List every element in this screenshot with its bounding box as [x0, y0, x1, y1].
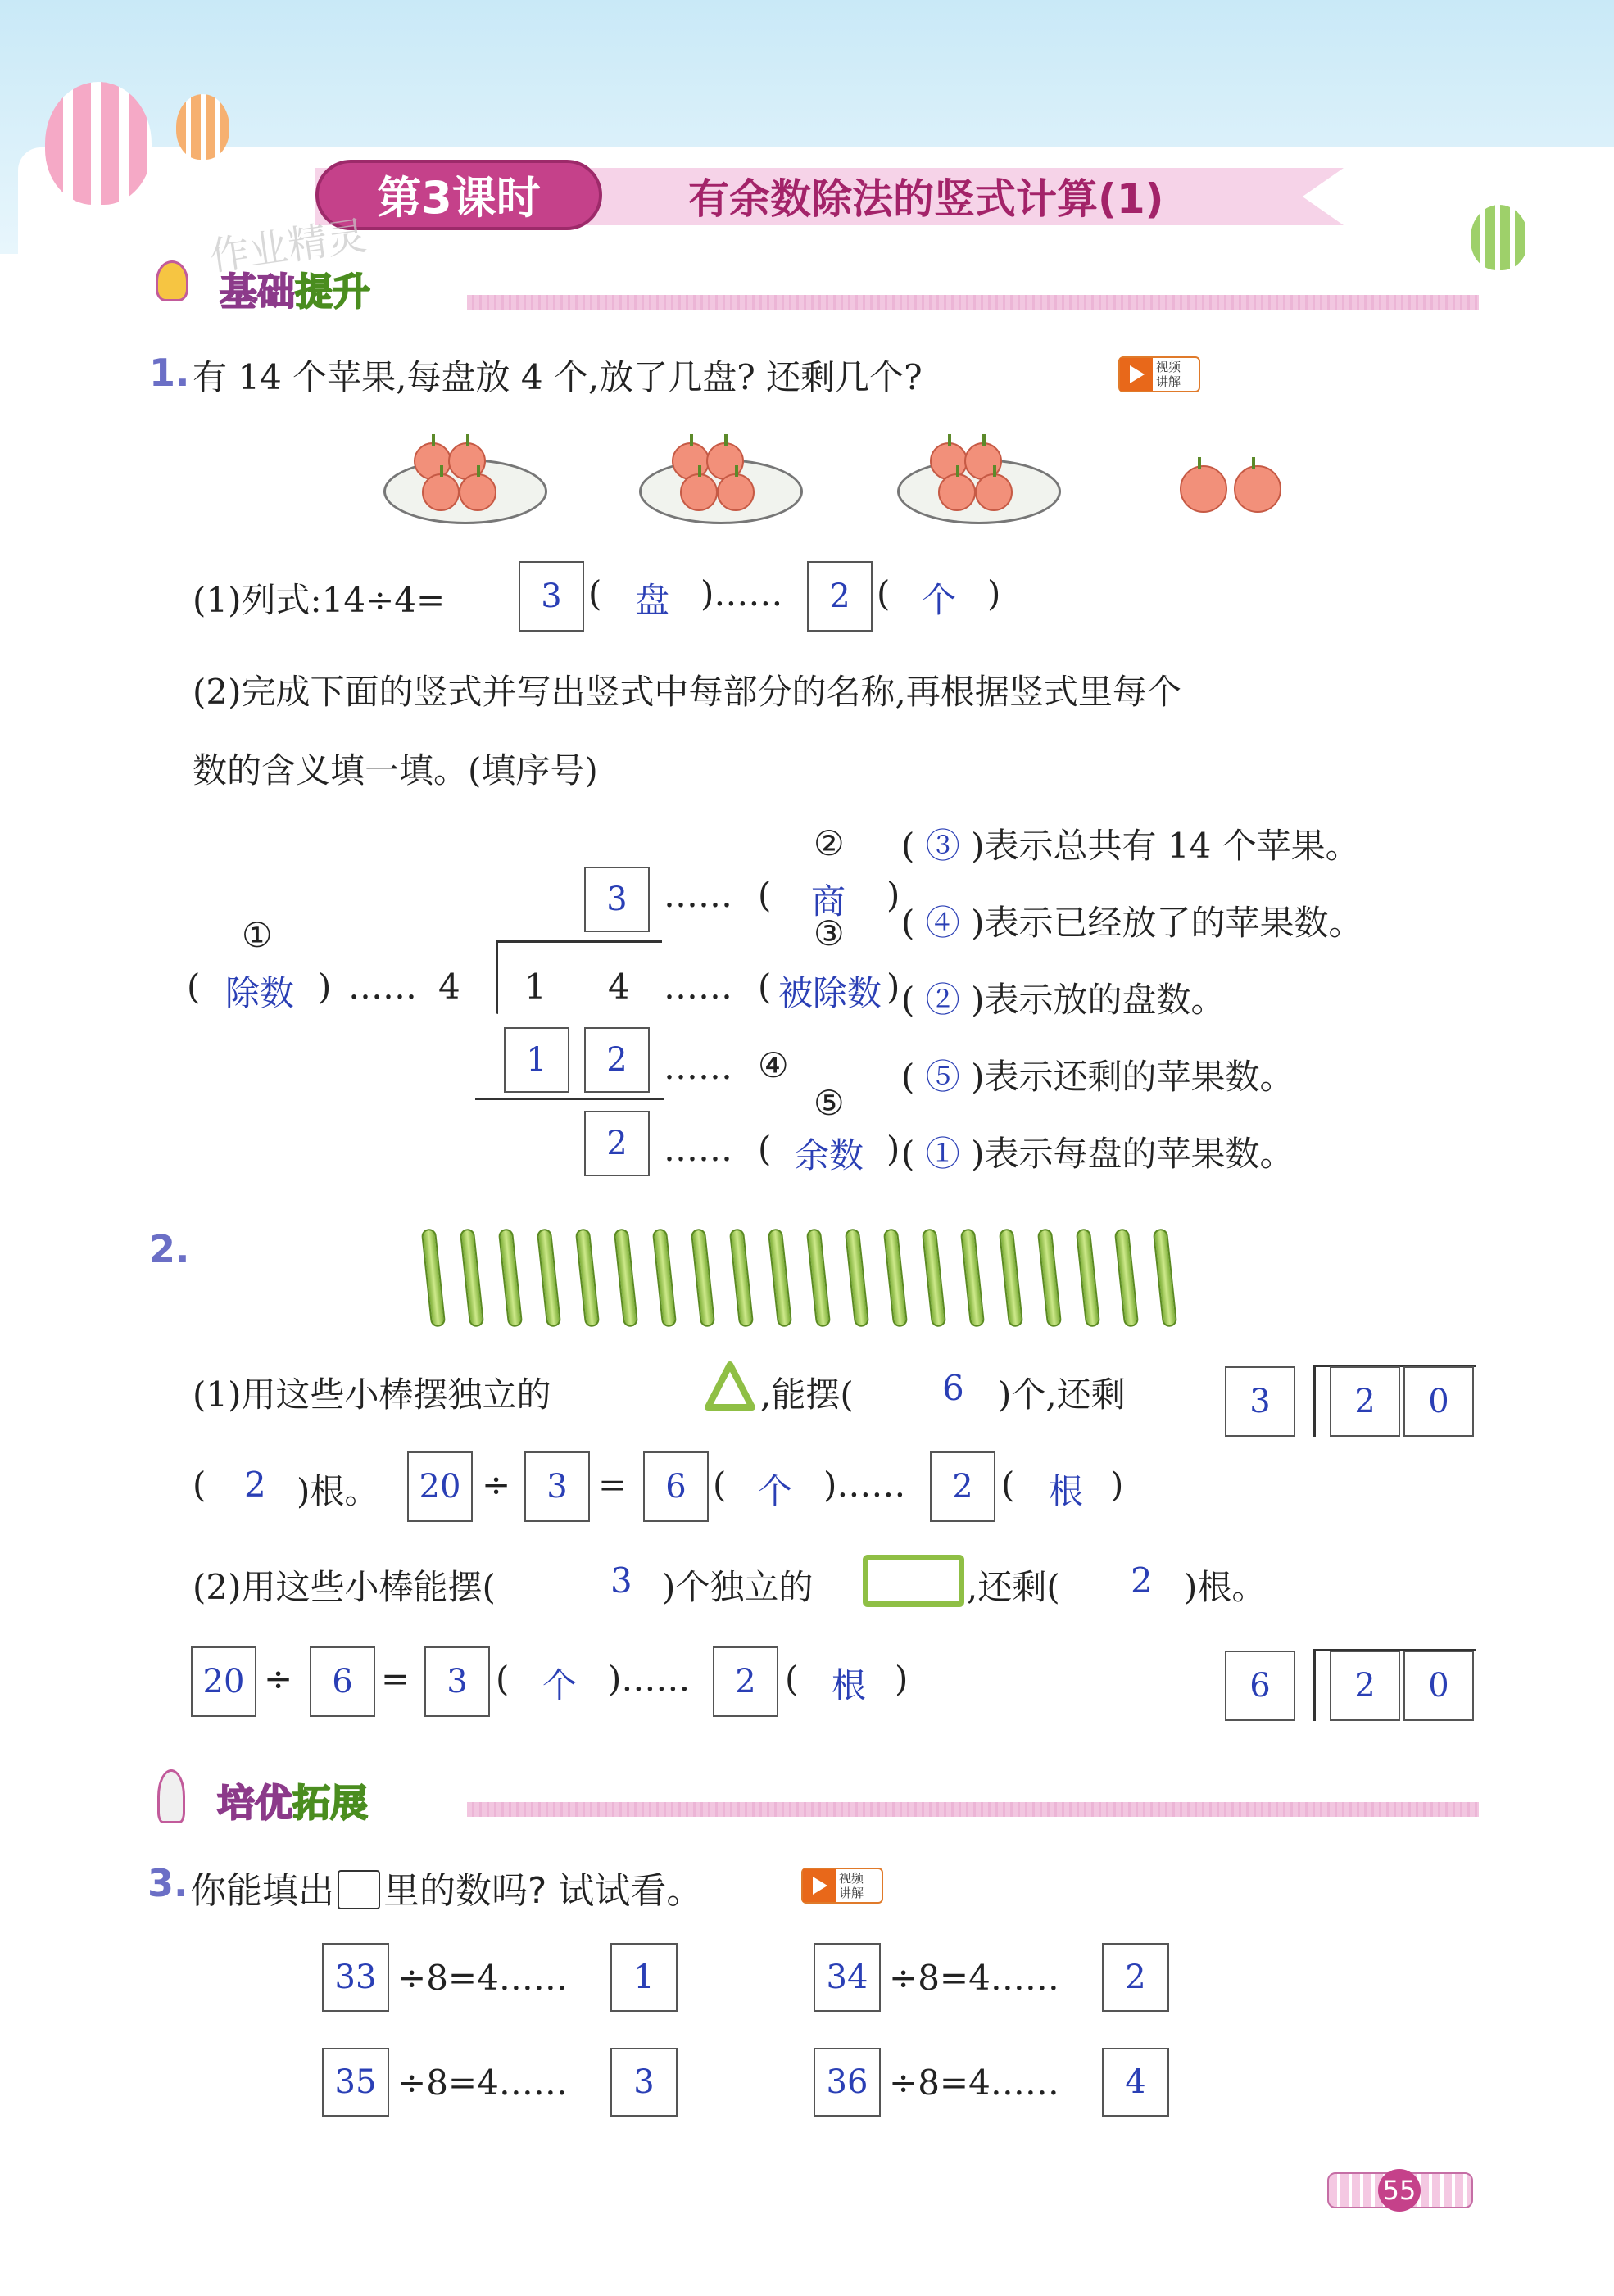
vertical-digit-box[interactable]: 2 — [1330, 1366, 1400, 1437]
video-lesson-button[interactable] — [1118, 356, 1200, 392]
q2-part1-text: ,能摆( — [760, 1374, 854, 1415]
stick-icon — [537, 1228, 561, 1327]
equation-box[interactable]: 6 — [643, 1451, 709, 1522]
quotient-mark: ② — [814, 823, 845, 863]
meaning-row: ( ③ )表示总共有 14 个苹果。 — [901, 826, 1360, 866]
apple-icon — [1180, 465, 1227, 513]
section-divider — [467, 1802, 1479, 1817]
meaning-text: )表示放的盘数。 — [971, 980, 1226, 1020]
watermark: 作业精灵 — [206, 212, 369, 281]
dots: …… — [348, 967, 417, 1007]
section-label-part: 基础 — [220, 269, 295, 314]
stick-icon — [883, 1228, 908, 1327]
paren: ( — [758, 1129, 772, 1169]
q3-stem-part: 你能填出 — [190, 1870, 334, 1912]
video-lesson-button[interactable] — [801, 1868, 883, 1904]
video-badge-line: 视频 — [1156, 360, 1181, 374]
remainder-name[interactable]: 余数 — [795, 1135, 864, 1175]
video-badge-line: 讲解 — [839, 1886, 864, 1900]
meaning-answer[interactable]: ① — [925, 1134, 960, 1174]
remainder-mark: ⑤ — [814, 1083, 845, 1123]
dots: …… — [664, 1047, 732, 1087]
video-badge-text — [839, 1871, 864, 1900]
paren: ( — [588, 573, 602, 614]
answer-value[interactable]: 3 — [610, 1560, 632, 1601]
answer-box[interactable]: 3 — [519, 561, 584, 632]
quotient-name[interactable]: 商 — [811, 881, 846, 922]
paren: ) — [886, 875, 900, 915]
remainder-box[interactable]: 2 — [584, 1111, 650, 1176]
paren: ( — [758, 875, 772, 915]
apple-icon — [975, 473, 1013, 511]
meaning-answer[interactable]: ② — [925, 980, 960, 1020]
paren: ( — [496, 1659, 510, 1699]
answer-box[interactable]: 2 — [807, 561, 873, 632]
section-divider — [467, 295, 1479, 310]
apple-icon — [938, 473, 976, 511]
dividend-name[interactable]: 被除数 — [778, 973, 882, 1013]
division-bracket-top — [498, 940, 662, 943]
q3-expression: ÷8=4…… — [889, 2063, 1059, 2103]
sticks-row — [426, 1229, 1213, 1331]
video-badge-line: 视频 — [839, 1871, 864, 1886]
q3-stem — [190, 1861, 702, 1913]
dividend-digit: 1 — [524, 967, 546, 1007]
apple-icon — [680, 473, 718, 511]
stick-icon — [922, 1228, 946, 1327]
section-label-highlight: 拓展 — [292, 1781, 368, 1825]
division-bracket-side — [496, 940, 498, 1014]
equation-box[interactable]: 20 — [407, 1451, 473, 1522]
paren: )根。 — [297, 1471, 379, 1511]
square-icon — [863, 1555, 964, 1607]
video-badge-line: 讲解 — [1156, 374, 1181, 389]
answer-unit[interactable]: 个 — [758, 1471, 793, 1511]
answer-unit[interactable]: 盘 — [635, 580, 670, 620]
q3-expression: ÷8=4…… — [397, 2063, 568, 2103]
stick-icon — [691, 1228, 715, 1327]
paren: ) — [987, 573, 1001, 614]
meaning-text: )表示还剩的苹果数。 — [971, 1057, 1294, 1097]
paren: ( — [187, 967, 201, 1007]
fill-box[interactable]: 36 — [814, 2048, 881, 2117]
answer-unit[interactable]: 根 — [1049, 1471, 1084, 1511]
vertical-divisor-box[interactable]: 3 — [1225, 1366, 1295, 1437]
balloon-icon — [45, 82, 152, 205]
section-label-highlight: 提升 — [295, 269, 370, 314]
fill-box[interactable]: 2 — [1102, 1943, 1169, 2012]
divisor-value: 4 — [438, 967, 460, 1007]
fill-box[interactable]: 1 — [610, 1943, 678, 2012]
section-label-advanced — [217, 1773, 368, 1827]
paren: ( — [758, 967, 772, 1007]
paren: )…… — [700, 573, 783, 614]
stick-icon — [768, 1228, 792, 1327]
lesson-tag: 第3课时 — [315, 160, 602, 230]
answer-unit[interactable]: 个 — [542, 1665, 578, 1705]
stick-icon — [614, 1228, 638, 1327]
paren: )…… — [608, 1659, 691, 1699]
meaning-answer[interactable]: ④ — [925, 903, 960, 943]
q2-part2-text: )根。 — [1184, 1567, 1267, 1607]
q1-part2-line2: 数的含义填一填。(填序号) — [193, 750, 598, 790]
dividend-mark: ③ — [814, 913, 845, 953]
product-box[interactable]: 2 — [584, 1027, 650, 1093]
balloon-icon — [1471, 205, 1528, 270]
paren: ) — [886, 967, 900, 1007]
stick-icon — [999, 1228, 1023, 1327]
divisor-mark: ① — [242, 915, 273, 955]
answer-value[interactable]: 6 — [942, 1368, 964, 1408]
divide-sign: ÷ — [264, 1659, 293, 1699]
q2-part2-text: (2)用这些小棒能摆( — [193, 1567, 496, 1607]
section-label-part: 培优 — [217, 1781, 292, 1825]
dots: …… — [664, 875, 732, 915]
stick-icon — [806, 1228, 831, 1327]
division-bracket-side — [1313, 1649, 1316, 1721]
meaning-answer[interactable]: ③ — [925, 826, 960, 866]
meaning-text: )表示总共有 14 个苹果。 — [971, 826, 1360, 866]
vertical-digit-box[interactable]: 2 — [1330, 1651, 1400, 1721]
equation-box[interactable]: 3 — [524, 1451, 590, 1522]
stick-icon — [460, 1228, 484, 1327]
apple-icon — [459, 473, 496, 511]
division-bracket-side — [1313, 1365, 1316, 1437]
q2-part2-text: )个独立的 — [662, 1567, 814, 1607]
paren: ( — [193, 1465, 206, 1505]
stick-icon — [652, 1228, 677, 1327]
meaning-row: ( ④ )表示已经放了的苹果数。 — [901, 903, 1363, 943]
blank-box-icon — [338, 1870, 380, 1909]
q3-expression: ÷8=4…… — [889, 1958, 1059, 1998]
equation-box[interactable]: 2 — [713, 1646, 778, 1717]
fill-box[interactable]: 3 — [610, 2048, 678, 2117]
equation-box[interactable]: 20 — [191, 1646, 256, 1717]
answer-unit[interactable]: 个 — [922, 580, 957, 620]
play-icon — [803, 1869, 836, 1902]
equals-sign: = — [598, 1465, 628, 1505]
q2-part1-text: )个,还剩 — [998, 1374, 1126, 1415]
q2-part2-text: ,还剩( — [967, 1567, 1060, 1607]
paren: ) — [895, 1659, 909, 1699]
lesson-title: 有余数除法的竖式计算(1) — [688, 175, 1164, 223]
divisor-name[interactable]: 除数 — [225, 973, 295, 1013]
meaning-text: )表示已经放了的苹果数。 — [971, 903, 1363, 943]
quotient-box[interactable]: 3 — [584, 867, 650, 932]
equation-box[interactable]: 6 — [310, 1646, 375, 1717]
paren: ( — [877, 573, 891, 614]
play-icon — [1120, 358, 1153, 391]
answer-unit[interactable]: 根 — [832, 1665, 867, 1705]
meaning-answer[interactable]: ⑤ — [925, 1057, 960, 1097]
section-label-basic — [220, 262, 370, 316]
stick-icon — [498, 1228, 523, 1327]
triangle-icon — [703, 1360, 757, 1414]
dividend-digit: 4 — [608, 967, 630, 1007]
stick-icon — [1114, 1228, 1139, 1327]
dots: …… — [664, 1129, 732, 1169]
stick-icon — [575, 1228, 600, 1327]
lightbulb-icon — [156, 260, 188, 301]
balloon-icon — [176, 94, 229, 160]
question-number: 1. — [149, 351, 190, 395]
stick-icon — [729, 1228, 754, 1327]
q1-part1-prefix: (1)列式:14÷4= — [193, 580, 446, 620]
stick-icon — [960, 1228, 985, 1327]
paren: ( — [785, 1659, 799, 1699]
fill-box[interactable]: 35 — [322, 2048, 389, 2117]
divide-sign: ÷ — [482, 1465, 511, 1505]
meaning-row: ( ① )表示每盘的苹果数。 — [901, 1134, 1294, 1174]
paren: ) — [886, 1129, 900, 1169]
meaning-text: )表示每盘的苹果数。 — [971, 1134, 1294, 1174]
apple-icon — [422, 473, 460, 511]
question-stem: 有 14 个苹果,每盘放 4 个,放了几盘? 还剩几个? — [193, 357, 923, 397]
stick-icon — [845, 1228, 869, 1327]
apple-icon — [717, 473, 755, 511]
rocket-icon — [157, 1769, 185, 1823]
fill-box[interactable]: 34 — [814, 1943, 881, 2012]
vertical-digit-box[interactable]: 0 — [1403, 1651, 1474, 1721]
stick-icon — [1037, 1228, 1062, 1327]
question-number: 2. — [149, 1227, 190, 1271]
q1-part2-line1: (2)完成下面的竖式并写出竖式中每部分的名称,再根据竖式里每个 — [193, 672, 1181, 712]
division-subtract-line — [475, 1098, 664, 1100]
product-box[interactable]: 1 — [504, 1027, 569, 1093]
meaning-row: ( ② )表示放的盘数。 — [901, 980, 1226, 1020]
question-number: 3. — [147, 1861, 188, 1905]
stick-icon — [1153, 1228, 1177, 1327]
fill-box[interactable]: 4 — [1102, 2048, 1169, 2117]
product-mark: ④ — [758, 1045, 789, 1085]
apple-icon — [1234, 465, 1281, 513]
stick-icon — [1076, 1228, 1100, 1327]
answer-value[interactable]: 2 — [1131, 1560, 1153, 1601]
equation-box[interactable]: 3 — [424, 1646, 490, 1717]
paren: ( — [1001, 1465, 1015, 1505]
video-badge-text — [1156, 360, 1181, 389]
paren: ) — [1110, 1465, 1124, 1505]
q2-part1-text: (1)用这些小棒摆独立的 — [193, 1374, 551, 1415]
paren: )…… — [823, 1465, 906, 1505]
dots: …… — [664, 967, 732, 1007]
meaning-row: ( ⑤ )表示还剩的苹果数。 — [901, 1057, 1294, 1097]
vertical-divisor-box[interactable]: 6 — [1225, 1651, 1295, 1721]
page-number: 55 — [1378, 2169, 1421, 2212]
paren: ( — [713, 1465, 727, 1505]
answer-value[interactable]: 2 — [244, 1465, 266, 1505]
equals-sign: = — [381, 1659, 410, 1699]
fill-box[interactable]: 33 — [322, 1943, 389, 2012]
q3-expression: ÷8=4…… — [397, 1958, 568, 1998]
vertical-digit-box[interactable]: 0 — [1403, 1366, 1474, 1437]
paren: ) — [318, 967, 332, 1007]
q3-stem-part: 里的数吗? 试试看。 — [383, 1870, 703, 1912]
equation-box[interactable]: 2 — [930, 1451, 995, 1522]
